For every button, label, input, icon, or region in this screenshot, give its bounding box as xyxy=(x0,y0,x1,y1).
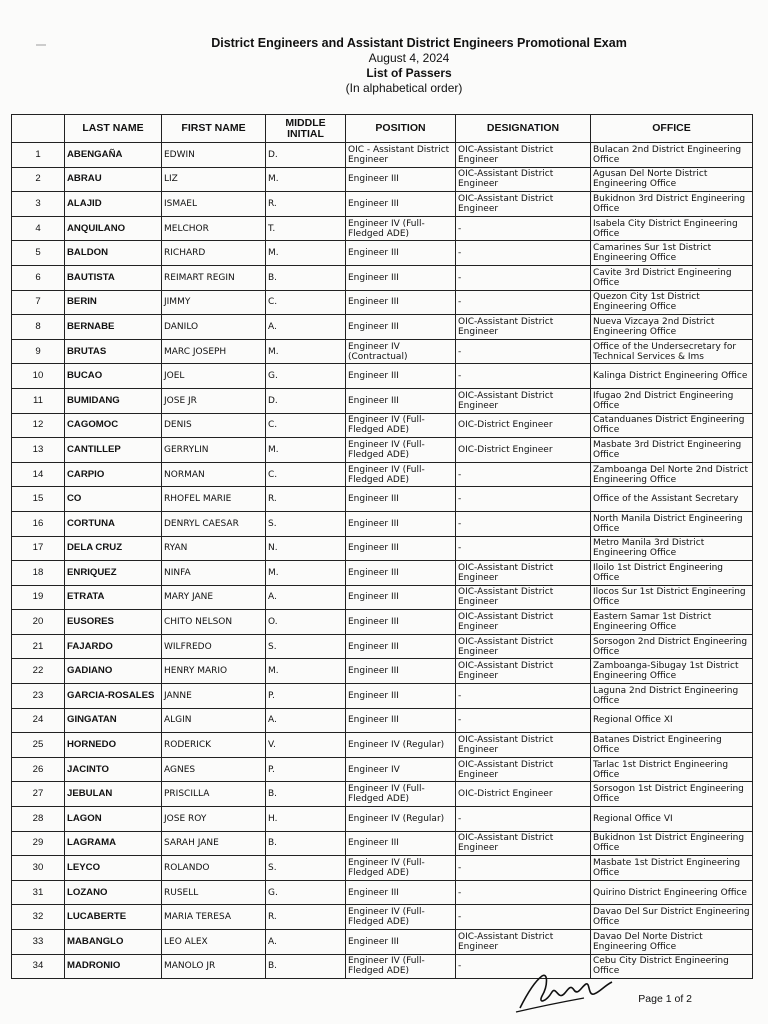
first-name-cell: ALGIN xyxy=(162,708,266,733)
office-cell: Metro Manila 3rd District Engineering Office xyxy=(591,536,753,561)
first-name-cell: NORMAN xyxy=(162,462,266,487)
middle-initial-cell: M. xyxy=(266,167,346,192)
col-designation: DESIGNATION xyxy=(456,115,591,143)
office-cell: Zamboanga Del Norte 2nd District Engineering Office xyxy=(591,462,753,487)
row-number-cell: 18 xyxy=(12,561,65,586)
position-cell: Engineer III xyxy=(346,241,456,266)
first-name-cell: CHITO NELSON xyxy=(162,610,266,635)
first-name-cell: EDWIN xyxy=(162,143,266,168)
designation-cell: OIC-Assistant District Engineer xyxy=(456,757,591,782)
table-row xyxy=(12,807,753,832)
last-name-cell: ABENGAÑA xyxy=(65,143,162,168)
designation-cell: - xyxy=(456,265,591,290)
middle-initial-cell: R. xyxy=(266,192,346,217)
first-name-cell: RYAN xyxy=(162,536,266,561)
exam-date: August 4, 2024 xyxy=(368,51,450,65)
row-number-cell: 20 xyxy=(12,610,65,635)
first-name-cell: JANNE xyxy=(162,684,266,709)
last-name-cell: GINGATAN xyxy=(65,708,162,733)
last-name-cell: BUCAO xyxy=(65,364,162,389)
last-name-cell: BRUTAS xyxy=(65,339,162,364)
position-cell: Engineer IV (Full-Fledged ADE) xyxy=(346,462,456,487)
page-indicator: Page 1 of 2 xyxy=(638,993,692,1005)
first-name-cell: MARC JOSEPH xyxy=(162,339,266,364)
table-row xyxy=(12,339,753,364)
last-name-cell: JEBULAN xyxy=(65,782,162,807)
first-name-cell: MANOLO JR xyxy=(162,954,266,979)
row-number-cell: 24 xyxy=(12,708,65,733)
position-cell: Engineer III xyxy=(346,487,456,512)
designation-cell: - xyxy=(456,216,591,241)
last-name-cell: LAGON xyxy=(65,807,162,832)
office-cell: Eastern Samar 1st District Engineering Office xyxy=(591,610,753,635)
first-name-cell: DENIS xyxy=(162,413,266,438)
first-name-cell: RUSELL xyxy=(162,880,266,905)
document-title: District Engineers and Assistant District Engineers Promotional Exam xyxy=(211,36,627,50)
table-row xyxy=(12,880,753,905)
table-row xyxy=(12,684,753,709)
designation-cell: OIC-Assistant District Engineer xyxy=(456,930,591,955)
table-row xyxy=(12,241,753,266)
first-name-cell: RODERICK xyxy=(162,733,266,758)
office-cell: Quirino District Engineering Office xyxy=(591,880,753,905)
designation-cell: - xyxy=(456,880,591,905)
position-cell: Engineer III xyxy=(346,585,456,610)
position-cell: Engineer III xyxy=(346,388,456,413)
designation-cell: OIC-Assistant District Engineer xyxy=(456,167,591,192)
designation-cell: OIC-Assistant District Engineer xyxy=(456,561,591,586)
table-row xyxy=(12,487,753,512)
row-number-cell: 11 xyxy=(12,388,65,413)
designation-cell: - xyxy=(456,339,591,364)
position-cell: Engineer IV (Regular) xyxy=(346,733,456,758)
middle-initial-cell: O. xyxy=(266,610,346,635)
first-name-cell: RICHARD xyxy=(162,241,266,266)
position-cell: Engineer IV (Full-Fledged ADE) xyxy=(346,856,456,881)
table-row xyxy=(12,585,753,610)
office-cell: Sorsogon 2nd District Engineering Office xyxy=(591,634,753,659)
middle-initial-cell: H. xyxy=(266,807,346,832)
designation-cell: - xyxy=(456,364,591,389)
position-cell: Engineer IV (Regular) xyxy=(346,807,456,832)
first-name-cell: MELCHOR xyxy=(162,216,266,241)
row-number-cell: 5 xyxy=(12,241,65,266)
designation-cell: OIC-Assistant District Engineer xyxy=(456,733,591,758)
position-cell: Engineer III xyxy=(346,192,456,217)
row-number-cell: 23 xyxy=(12,684,65,709)
office-cell: Davao Del Norte District Engineering Office xyxy=(591,930,753,955)
first-name-cell: REIMART REGIN xyxy=(162,265,266,290)
middle-initial-cell: D. xyxy=(266,143,346,168)
office-cell: Kalinga District Engineering Office xyxy=(591,364,753,389)
row-number-cell: 6 xyxy=(12,265,65,290)
last-name-cell: BAUTISTA xyxy=(65,265,162,290)
first-name-cell: DANILO xyxy=(162,315,266,340)
row-number-cell: 13 xyxy=(12,438,65,463)
position-cell: OIC - Assistant District Engineer xyxy=(346,143,456,168)
table-row xyxy=(12,192,753,217)
row-number-cell: 15 xyxy=(12,487,65,512)
office-cell: Bulacan 2nd District Engineering Office xyxy=(591,143,753,168)
office-cell: Iloilo 1st District Engineering Office xyxy=(591,561,753,586)
first-name-cell: LEO ALEX xyxy=(162,930,266,955)
last-name-cell: EUSORES xyxy=(65,610,162,635)
designation-cell: - xyxy=(456,241,591,266)
table-row xyxy=(12,388,753,413)
last-name-cell: DELA CRUZ xyxy=(65,536,162,561)
last-name-cell: FAJARDO xyxy=(65,634,162,659)
middle-initial-cell: B. xyxy=(266,954,346,979)
office-cell: Office of the Assistant Secretary xyxy=(591,487,753,512)
first-name-cell: SARAH JANE xyxy=(162,831,266,856)
office-cell: Batanes District Engineering Office xyxy=(591,733,753,758)
position-cell: Engineer IV (Full-Fledged ADE) xyxy=(346,954,456,979)
designation-cell: - xyxy=(456,684,591,709)
last-name-cell: CO xyxy=(65,487,162,512)
middle-initial-cell: A. xyxy=(266,315,346,340)
office-cell: Isabela City District Engineering Office xyxy=(591,216,753,241)
middle-initial-cell: M. xyxy=(266,339,346,364)
table-row xyxy=(12,561,753,586)
middle-initial-cell: C. xyxy=(266,290,346,315)
col-office: OFFICE xyxy=(591,115,753,143)
position-cell: Engineer IV (Full-Fledged ADE) xyxy=(346,905,456,930)
middle-initial-cell: A. xyxy=(266,930,346,955)
col-middle-initial: MIDDLE INITIAL xyxy=(266,115,346,143)
table-row xyxy=(12,216,753,241)
table-row xyxy=(12,265,753,290)
first-name-cell: ROLANDO xyxy=(162,856,266,881)
position-cell: Engineer III xyxy=(346,659,456,684)
office-cell: Ilocos Sur 1st District Engineering Office xyxy=(591,585,753,610)
first-name-cell: JOEL xyxy=(162,364,266,389)
table-row xyxy=(12,610,753,635)
office-cell: Regional Office XI xyxy=(591,708,753,733)
middle-initial-cell: R. xyxy=(266,487,346,512)
col-number xyxy=(12,115,65,143)
row-number-cell: 10 xyxy=(12,364,65,389)
row-number-cell: 31 xyxy=(12,880,65,905)
office-cell: Regional Office VI xyxy=(591,807,753,832)
last-name-cell: CANTILLEP xyxy=(65,438,162,463)
last-name-cell: LOZANO xyxy=(65,880,162,905)
row-number-cell: 19 xyxy=(12,585,65,610)
middle-initial-cell: M. xyxy=(266,561,346,586)
position-cell: Engineer IV (Full-Fledged ADE) xyxy=(346,216,456,241)
position-cell: Engineer IV (Contractual) xyxy=(346,339,456,364)
table-row xyxy=(12,733,753,758)
last-name-cell: ABRAU xyxy=(65,167,162,192)
position-cell: Engineer III xyxy=(346,290,456,315)
middle-initial-cell: M. xyxy=(266,438,346,463)
row-number-cell: 14 xyxy=(12,462,65,487)
first-name-cell: HENRY MARIO xyxy=(162,659,266,684)
designation-cell: - xyxy=(456,290,591,315)
row-number-cell: 4 xyxy=(12,216,65,241)
row-number-cell: 12 xyxy=(12,413,65,438)
table-row xyxy=(12,143,753,168)
designation-cell: OIC-District Engineer xyxy=(456,782,591,807)
designation-cell: OIC-Assistant District Engineer xyxy=(456,831,591,856)
first-name-cell: LIZ xyxy=(162,167,266,192)
office-cell: Zamboanga-Sibugay 1st District Engineering Office xyxy=(591,659,753,684)
designation-cell: OIC-Assistant District Engineer xyxy=(456,143,591,168)
middle-initial-cell: S. xyxy=(266,634,346,659)
office-cell: Camarines Sur 1st District Engineering Office xyxy=(591,241,753,266)
position-cell: Engineer III xyxy=(346,930,456,955)
position-cell: Engineer III xyxy=(346,831,456,856)
row-number-cell: 28 xyxy=(12,807,65,832)
designation-cell: OIC-Assistant District Engineer xyxy=(456,192,591,217)
middle-initial-cell: D. xyxy=(266,388,346,413)
table-row xyxy=(12,438,753,463)
passers-table xyxy=(11,114,753,979)
designation-cell: OIC-District Engineer xyxy=(456,413,591,438)
designation-cell: OIC-District Engineer xyxy=(456,438,591,463)
middle-initial-cell: B. xyxy=(266,831,346,856)
designation-cell: OIC-Assistant District Engineer xyxy=(456,610,591,635)
table-row xyxy=(12,536,753,561)
table-row xyxy=(12,831,753,856)
designation-cell: - xyxy=(456,462,591,487)
designation-cell: - xyxy=(456,511,591,536)
row-number-cell: 2 xyxy=(12,167,65,192)
designation-cell: - xyxy=(456,905,591,930)
last-name-cell: LEYCO xyxy=(65,856,162,881)
first-name-cell: JOSE JR xyxy=(162,388,266,413)
designation-cell: - xyxy=(456,708,591,733)
designation-cell: - xyxy=(456,487,591,512)
position-cell: Engineer III xyxy=(346,315,456,340)
position-cell: Engineer III xyxy=(346,364,456,389)
last-name-cell: ETRATA xyxy=(65,585,162,610)
last-name-cell: LUCABERTE xyxy=(65,905,162,930)
row-number-cell: 9 xyxy=(12,339,65,364)
table-row xyxy=(12,315,753,340)
table-row xyxy=(12,167,753,192)
last-name-cell: GARCIA-ROSALES xyxy=(65,684,162,709)
office-cell: Laguna 2nd District Engineering Office xyxy=(591,684,753,709)
position-cell: Engineer III xyxy=(346,634,456,659)
table-row xyxy=(12,659,753,684)
table-row xyxy=(12,856,753,881)
list-title: List of Passers xyxy=(366,66,452,80)
last-name-cell: ENRIQUEZ xyxy=(65,561,162,586)
row-number-cell: 25 xyxy=(12,733,65,758)
middle-initial-cell: S. xyxy=(266,856,346,881)
table-row xyxy=(12,954,753,979)
first-name-cell: MARIA TERESA xyxy=(162,905,266,930)
position-cell: Engineer III xyxy=(346,511,456,536)
col-position: POSITION xyxy=(346,115,456,143)
office-cell: North Manila District Engineering Office xyxy=(591,511,753,536)
middle-initial-cell: V. xyxy=(266,733,346,758)
first-name-cell: ISMAEL xyxy=(162,192,266,217)
last-name-cell: GADIANO xyxy=(65,659,162,684)
last-name-cell: BERNABE xyxy=(65,315,162,340)
table-row xyxy=(12,905,753,930)
last-name-cell: MABANGLO xyxy=(65,930,162,955)
office-cell: Bukidnon 3rd District Engineering Office xyxy=(591,192,753,217)
middle-initial-cell: C. xyxy=(266,413,346,438)
position-cell: Engineer III xyxy=(346,561,456,586)
table-row xyxy=(12,364,753,389)
table-row xyxy=(12,462,753,487)
office-cell: Sorsogon 1st District Engineering Office xyxy=(591,782,753,807)
col-last-name: LAST NAME xyxy=(65,115,162,143)
table-row xyxy=(12,708,753,733)
position-cell: Engineer III xyxy=(346,880,456,905)
office-cell: Masbate 3rd District Engineering Office xyxy=(591,438,753,463)
position-cell: Engineer IV (Full-Fledged ADE) xyxy=(346,413,456,438)
designation-cell: - xyxy=(456,856,591,881)
last-name-cell: ANQUILANO xyxy=(65,216,162,241)
designation-cell: - xyxy=(456,954,591,979)
col-first-name: FIRST NAME xyxy=(162,115,266,143)
last-name-cell: LAGRAMA xyxy=(65,831,162,856)
row-number-cell: 17 xyxy=(12,536,65,561)
last-name-cell: BALDON xyxy=(65,241,162,266)
position-cell: Engineer III xyxy=(346,610,456,635)
office-cell: Office of the Undersecretary for Technical Services & Ims xyxy=(591,339,753,364)
first-name-cell: AGNES xyxy=(162,757,266,782)
first-name-cell: NINFA xyxy=(162,561,266,586)
position-cell: Engineer IV xyxy=(346,757,456,782)
position-cell: Engineer III xyxy=(346,708,456,733)
table-row xyxy=(12,634,753,659)
middle-initial-cell: C. xyxy=(266,462,346,487)
office-cell: Agusan Del Norte District Engineering Office xyxy=(591,167,753,192)
row-number-cell: 3 xyxy=(12,192,65,217)
last-name-cell: CAGOMOC xyxy=(65,413,162,438)
middle-initial-cell: A. xyxy=(266,708,346,733)
last-name-cell: CARPIO xyxy=(65,462,162,487)
first-name-cell: WILFREDO xyxy=(162,634,266,659)
last-name-cell: BUMIDANG xyxy=(65,388,162,413)
office-cell: Ifugao 2nd District Engineering Office xyxy=(591,388,753,413)
middle-initial-cell: B. xyxy=(266,265,346,290)
row-number-cell: 30 xyxy=(12,856,65,881)
last-name-cell: BERIN xyxy=(65,290,162,315)
last-name-cell: JACINTO xyxy=(65,757,162,782)
first-name-cell: JIMMY xyxy=(162,290,266,315)
table-row xyxy=(12,930,753,955)
position-cell: Engineer IV (Full-Fledged ADE) xyxy=(346,438,456,463)
row-number-cell: 32 xyxy=(12,905,65,930)
office-cell: Bukidnon 1st District Engineering Office xyxy=(591,831,753,856)
first-name-cell: PRISCILLA xyxy=(162,782,266,807)
position-cell: Engineer III xyxy=(346,684,456,709)
designation-cell: OIC-Assistant District Engineer xyxy=(456,315,591,340)
row-number-cell: 34 xyxy=(12,954,65,979)
office-cell: Cavite 3rd District Engineering Office xyxy=(591,265,753,290)
middle-initial-cell: M. xyxy=(266,241,346,266)
office-cell: Quezon City 1st District Engineering Office xyxy=(591,290,753,315)
middle-initial-cell: S. xyxy=(266,511,346,536)
office-cell: Cebu City District Engineering Office xyxy=(591,954,753,979)
middle-initial-cell: P. xyxy=(266,757,346,782)
middle-initial-cell: P. xyxy=(266,684,346,709)
table-row xyxy=(12,413,753,438)
row-number-cell: 27 xyxy=(12,782,65,807)
row-number-cell: 1 xyxy=(12,143,65,168)
table-row xyxy=(12,782,753,807)
first-name-cell: GERRYLIN xyxy=(162,438,266,463)
row-number-cell: 29 xyxy=(12,831,65,856)
table-body xyxy=(12,143,753,979)
last-name-cell: HORNEDO xyxy=(65,733,162,758)
office-cell: Masbate 1st District Engineering Office xyxy=(591,856,753,881)
designation-cell: OIC-Assistant District Engineer xyxy=(456,585,591,610)
first-name-cell: JOSE ROY xyxy=(162,807,266,832)
middle-initial-cell: M. xyxy=(266,659,346,684)
middle-initial-cell: T. xyxy=(266,216,346,241)
designation-cell: OIC-Assistant District Engineer xyxy=(456,659,591,684)
last-name-cell: ALAJID xyxy=(65,192,162,217)
table-header-row xyxy=(12,115,753,143)
designation-cell: - xyxy=(456,536,591,561)
position-cell: Engineer IV (Full-Fledged ADE) xyxy=(346,782,456,807)
signature xyxy=(512,956,622,1016)
office-cell: Tarlac 1st District Engineering Office xyxy=(591,757,753,782)
office-cell: Nueva Vizcaya 2nd District Engineering Office xyxy=(591,315,753,340)
last-name-cell: CORTUNA xyxy=(65,511,162,536)
row-number-cell: 26 xyxy=(12,757,65,782)
office-cell: Davao Del Sur District Engineering Office xyxy=(591,905,753,930)
table-row xyxy=(12,290,753,315)
row-number-cell: 22 xyxy=(12,659,65,684)
document-header xyxy=(0,36,768,96)
designation-cell: OIC-Assistant District Engineer xyxy=(456,634,591,659)
row-number-cell: 21 xyxy=(12,634,65,659)
row-number-cell: 8 xyxy=(12,315,65,340)
middle-initial-cell: G. xyxy=(266,364,346,389)
first-name-cell: DENRYL CAESAR xyxy=(162,511,266,536)
designation-cell: OIC-Assistant District Engineer xyxy=(456,388,591,413)
row-number-cell: 16 xyxy=(12,511,65,536)
table-row xyxy=(12,511,753,536)
position-cell: Engineer III xyxy=(346,536,456,561)
first-name-cell: MARY JANE xyxy=(162,585,266,610)
first-name-cell: RHOFEL MARIE xyxy=(162,487,266,512)
designation-cell: - xyxy=(456,807,591,832)
table-row xyxy=(12,757,753,782)
order-note: (In alphabetical order) xyxy=(345,81,463,95)
row-number-cell: 33 xyxy=(12,930,65,955)
middle-initial-cell: N. xyxy=(266,536,346,561)
position-cell: Engineer III xyxy=(346,167,456,192)
position-cell: Engineer III xyxy=(346,265,456,290)
middle-initial-cell: R. xyxy=(266,905,346,930)
last-name-cell: MADRONIO xyxy=(65,954,162,979)
middle-initial-cell: B. xyxy=(266,782,346,807)
middle-initial-cell: G. xyxy=(266,880,346,905)
office-cell: Catanduanes District Engineering Office xyxy=(591,413,753,438)
row-number-cell: 7 xyxy=(12,290,65,315)
middle-initial-cell: A. xyxy=(266,585,346,610)
